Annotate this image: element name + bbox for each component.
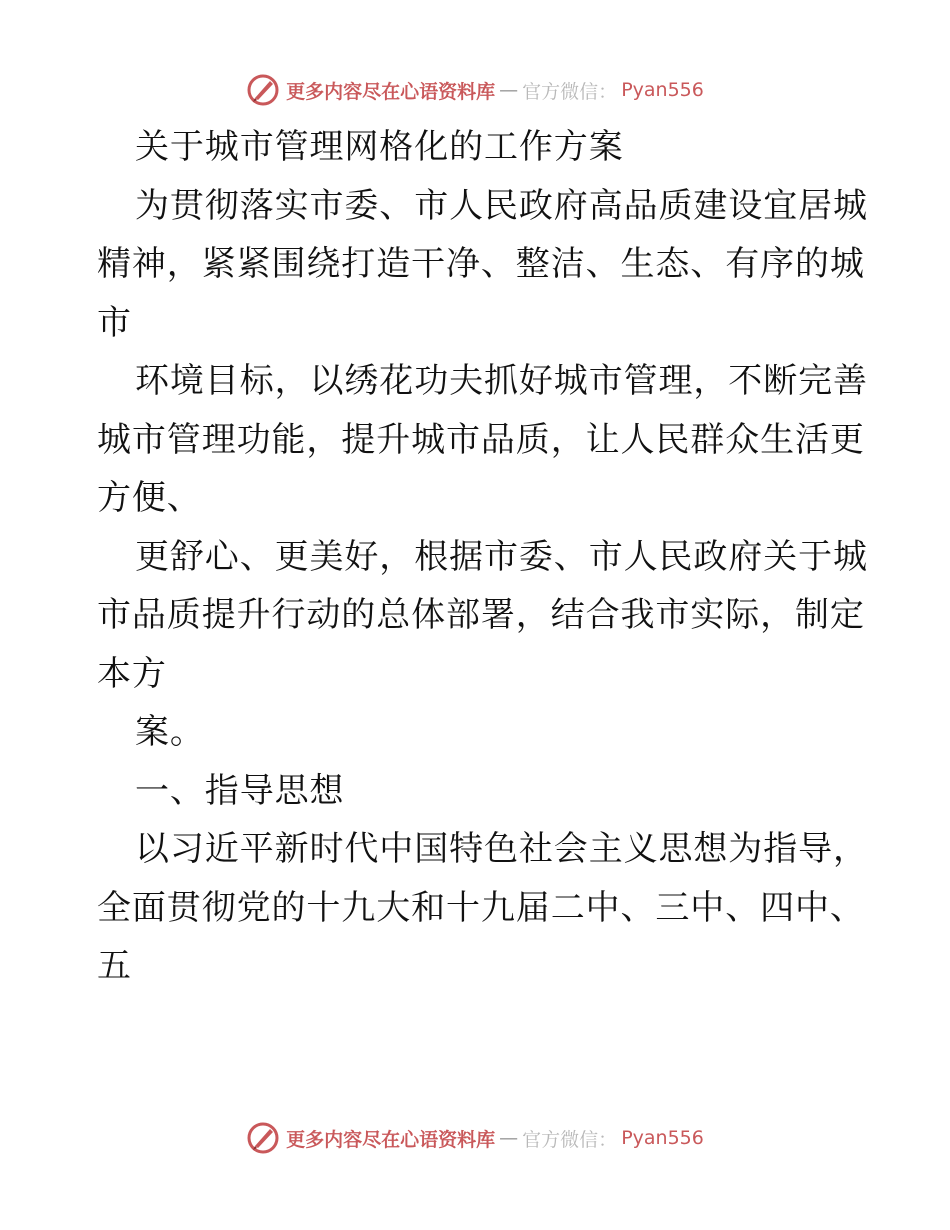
footer-banner <box>0 1118 950 1158</box>
text-line: 环境目标，以绣花功夫抓好城市管理，不断完善 <box>135 361 868 401</box>
banner-wechat-id: Pyan556 <box>621 79 704 101</box>
document-body <box>97 118 868 996</box>
quill-pen-logo-icon <box>246 73 280 107</box>
text-line: 本方 <box>97 653 167 694</box>
text-line: 全面贯彻党的十九大和十九届二中、三中、四中、 <box>97 887 865 928</box>
banner-main-text: 更多内容尽在心语资料库 <box>286 1128 496 1151</box>
text-line: 城市管理功能，提升城市品质，让人民群众生活更 <box>97 419 865 460</box>
quill-pen-logo-icon <box>246 1121 280 1155</box>
document-title: 关于城市管理网格化的工作方案 <box>135 127 624 167</box>
banner-wechat-label: 官方微信： <box>522 1128 618 1151</box>
text-line: 案。 <box>135 712 205 752</box>
banner-wechat-id: Pyan556 <box>621 1127 704 1149</box>
header-banner <box>0 70 950 110</box>
section-heading: 一、指导思想 <box>135 770 345 811</box>
text-line: 更舒心、更美好，根据市委、市人民政府关于城 <box>135 536 868 577</box>
banner-dash: — <box>499 1127 519 1149</box>
text-line: 市 <box>97 302 132 343</box>
text-line: 市品质提升行动的总体部署，结合我市实际，制定 <box>97 595 865 635</box>
text-line: 精神，紧紧围绕打造干净、整洁、生态、有序的城 <box>97 244 865 284</box>
banner-dash: — <box>499 79 519 101</box>
text-line: 为贯彻落实市委、市人民政府高品质建设宜居城 <box>135 185 868 226</box>
text-line: 方便、 <box>97 478 202 518</box>
text-line: 五 <box>97 946 132 986</box>
banner-main-text: 更多内容尽在心语资料库 <box>286 80 496 103</box>
banner-wechat-label: 官方微信： <box>522 80 618 103</box>
text-line: 以习近平新时代中国特色社会主义思想为指导， <box>135 829 868 869</box>
